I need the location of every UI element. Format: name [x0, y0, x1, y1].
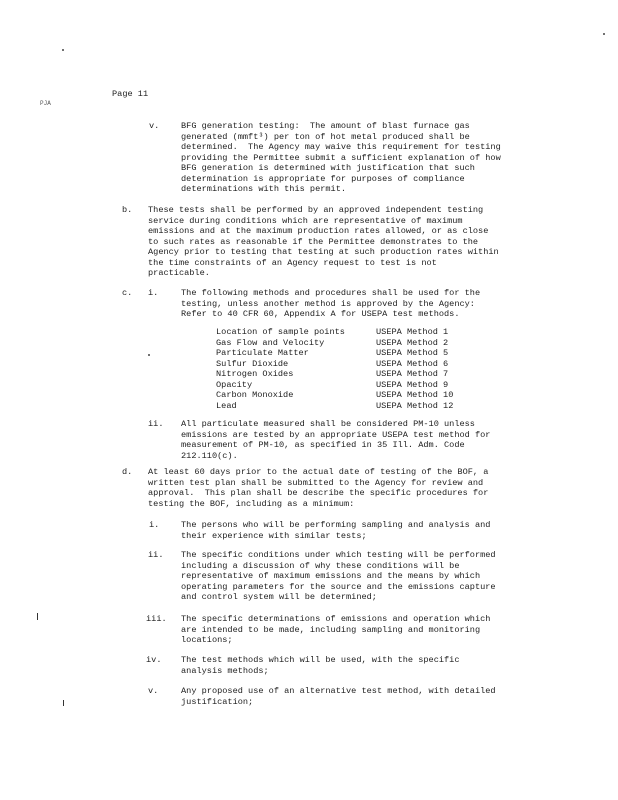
text-line: emissions and at the maximum production rates allowed, or as close [148, 226, 489, 236]
scan-dot [148, 354, 150, 356]
item-label-c-ii: ii. [148, 419, 164, 429]
text-line: At least 60 days prior to the actual date of testing of the BOF, a [148, 467, 489, 477]
method-name: USEPA Method 6 [376, 358, 449, 369]
text-line: the time constraints of an Agency request to test is not [148, 257, 437, 268]
text-line: The following methods and procedures shall be used for the [181, 288, 481, 298]
text-line: including a discussion of why these conditions will be [181, 560, 460, 571]
method-item: Nitrogen Oxides [216, 369, 294, 379]
section-label-d: d. [122, 467, 133, 477]
text-line: service during conditions which are representative of maximum [148, 215, 463, 226]
text-line: The test methods which will be used, with the specific [181, 655, 460, 665]
item-label-d-ii: ii. [148, 550, 164, 560]
method-name: USEPA Method 12 [376, 400, 454, 411]
text-line: The specific determinations of emissions and operation which [181, 614, 491, 624]
margin-initials: PJA [40, 100, 51, 107]
text-line: representative of maximum emissions and the means by which [181, 571, 481, 581]
section-label-c: c. [122, 288, 133, 298]
text-line: testing the BOF, including as a minimum: [148, 498, 355, 509]
item-label-d-i: i. [149, 520, 160, 530]
text-line: All particulate measured shall be considered PM-10 unless [181, 419, 475, 429]
method-name: USEPA Method 7 [376, 369, 449, 379]
method-item: Lead [216, 400, 237, 411]
text-line: determination is appropriate for purposes of compliance [181, 173, 465, 184]
item-label-v: v. [149, 121, 160, 131]
method-name: USEPA Method 2 [376, 337, 449, 348]
text-line: operating parameters for the source and the emissions capture [181, 581, 496, 592]
method-item: Sulfur Dioxide [216, 358, 289, 369]
text-line: analysis methods; [181, 665, 269, 676]
text-line: determinations with this permit. [181, 184, 347, 194]
section-label-b: b. [122, 205, 133, 215]
text-line: written test plan shall be submitted to the Agency for review and [148, 477, 484, 488]
text-line: The persons who will be performing sampling and analysis and [181, 520, 491, 530]
text-line: approval. This plan shall be describe the specific procedures for [148, 488, 489, 498]
text-line: testing, unless another method is approved by the Agency: [181, 298, 475, 309]
item-label-d-iv: iv. [146, 655, 162, 665]
scan-mark [37, 613, 38, 620]
text-line: locations; [181, 635, 233, 645]
text-line: measurement of PM-10, as specified in 35 Ill. Adm. Code [181, 440, 465, 450]
method-item: Opacity [216, 379, 253, 390]
text-line: These tests shall be performed by an approved independent testing [148, 205, 484, 215]
text-line: Refer to 40 CFR 60, Appendix A for USEPA test methods. [181, 309, 460, 319]
item-label-c-i: i. [148, 288, 159, 298]
scan-dot [603, 33, 605, 35]
text-line: Agency prior to testing that testing at such production rates within [148, 247, 499, 257]
text-line: and control system will be determined; [181, 592, 377, 602]
scan-mark [63, 700, 64, 706]
text-line: justification; [181, 696, 254, 707]
text-line: are intended to be made, including sampling and monitoring [181, 624, 481, 635]
text-line: Any proposed use of an alternative test method, with detailed [181, 686, 496, 696]
method-name: USEPA Method 10 [376, 390, 454, 400]
method-name: USEPA Method 5 [376, 348, 449, 358]
text-line: BFG generation is determined with justification that such [181, 163, 475, 173]
text-line: emissions are tested by an appropriate USEPA test method for [181, 429, 491, 440]
method-item: Location of sample points [216, 327, 345, 337]
text-line: providing the Permittee submit a sufficient explanation of how [181, 152, 501, 163]
method-item: Gas Flow and Velocity [216, 337, 325, 348]
text-line: BFG generation testing: The amount of blast furnace gas [181, 121, 470, 131]
scan-dot [62, 49, 64, 51]
method-name: USEPA Method 9 [376, 379, 449, 390]
text-line: determined. The Agency may waive this requirement for testing [181, 142, 501, 152]
page-number: Page 11 [112, 89, 149, 99]
item-label-d-iii: iii. [146, 614, 167, 624]
text-line: generated (mmft³) per ton of hot metal produced shall be [181, 131, 470, 142]
item-label-d-v: v. [148, 686, 159, 696]
text-line: The specific conditions under which testing will be performed [181, 550, 496, 560]
text-line: their experience with similar tests; [181, 530, 367, 541]
method-name: USEPA Method 1 [376, 327, 449, 337]
method-item: Carbon Monoxide [216, 390, 294, 400]
text-line: 212.110(c). [181, 450, 238, 461]
text-line: practicable. [148, 268, 210, 278]
method-item: Particulate Matter [216, 348, 309, 358]
text-line: to such rates as reasonable if the Permittee demonstrates to the [148, 236, 479, 247]
